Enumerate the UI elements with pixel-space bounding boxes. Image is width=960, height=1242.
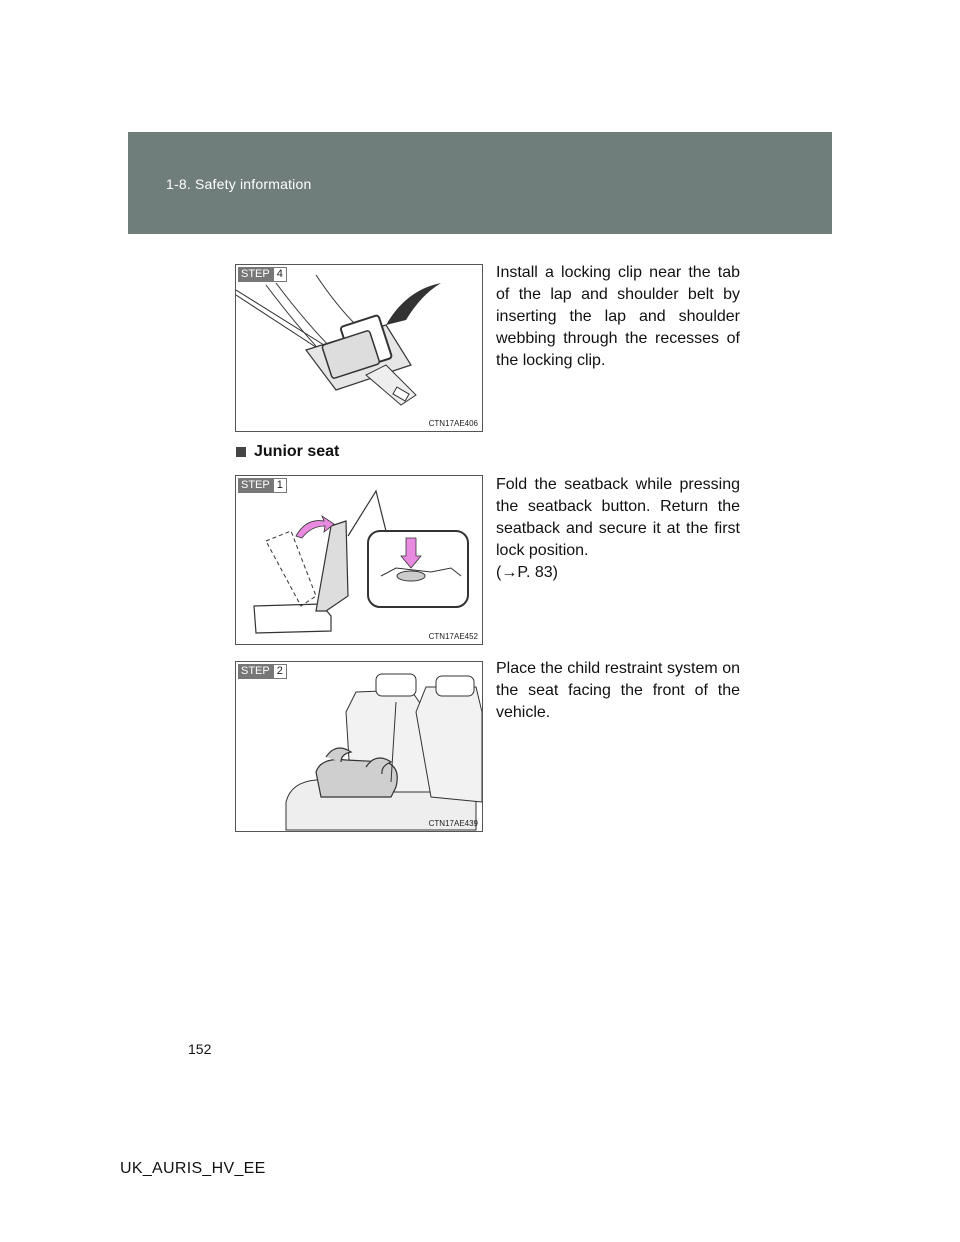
page-reference: (→P. 83) — [496, 564, 558, 581]
step1-instruction — [496, 474, 740, 584]
junior-seat-illustration — [236, 662, 482, 831]
step-number: 4 — [273, 267, 287, 282]
step2-instruction: Place the child restraint system on the seat facing the front of the vehicle. — [496, 660, 740, 721]
step-badge — [238, 664, 287, 679]
step-number: 2 — [273, 664, 287, 679]
step4-instruction: Install a locking clip near the tab of the lap and shoulder belt by inserting the lap and shoulder webbing through the recesses of the locking clip. — [496, 264, 740, 369]
step-label: STEP — [238, 478, 273, 493]
subheading-text: Junior seat — [254, 443, 340, 460]
seatback-fold-illustration — [236, 476, 482, 644]
figure-code: CTN17AE439 — [428, 819, 478, 828]
figure-step4-locking-clip — [235, 264, 483, 432]
figure-step1-fold-seatback — [235, 475, 483, 645]
figure-step2-junior-seat — [235, 661, 483, 832]
subheading-junior-seat — [236, 443, 339, 461]
step-label: STEP — [238, 664, 273, 679]
section-title: 1-8. Safety information — [166, 176, 312, 192]
step1-text: Fold the seatback while pressing the seatback button. Return the seatback and secure it at the first lock position. — [496, 476, 740, 559]
figure-code: CTN17AE406 — [428, 419, 478, 428]
square-bullet-icon — [236, 447, 246, 457]
locking-clip-illustration — [236, 265, 482, 431]
figure-code: CTN17AE452 — [428, 632, 478, 641]
page-number: 152 — [188, 1041, 212, 1057]
step-label: STEP — [238, 267, 273, 282]
step-badge — [238, 267, 287, 282]
section-header-band — [128, 132, 832, 234]
step-number: 1 — [273, 478, 287, 493]
step-badge — [238, 478, 287, 493]
document-code: UK_AURIS_HV_EE — [120, 1160, 266, 1177]
